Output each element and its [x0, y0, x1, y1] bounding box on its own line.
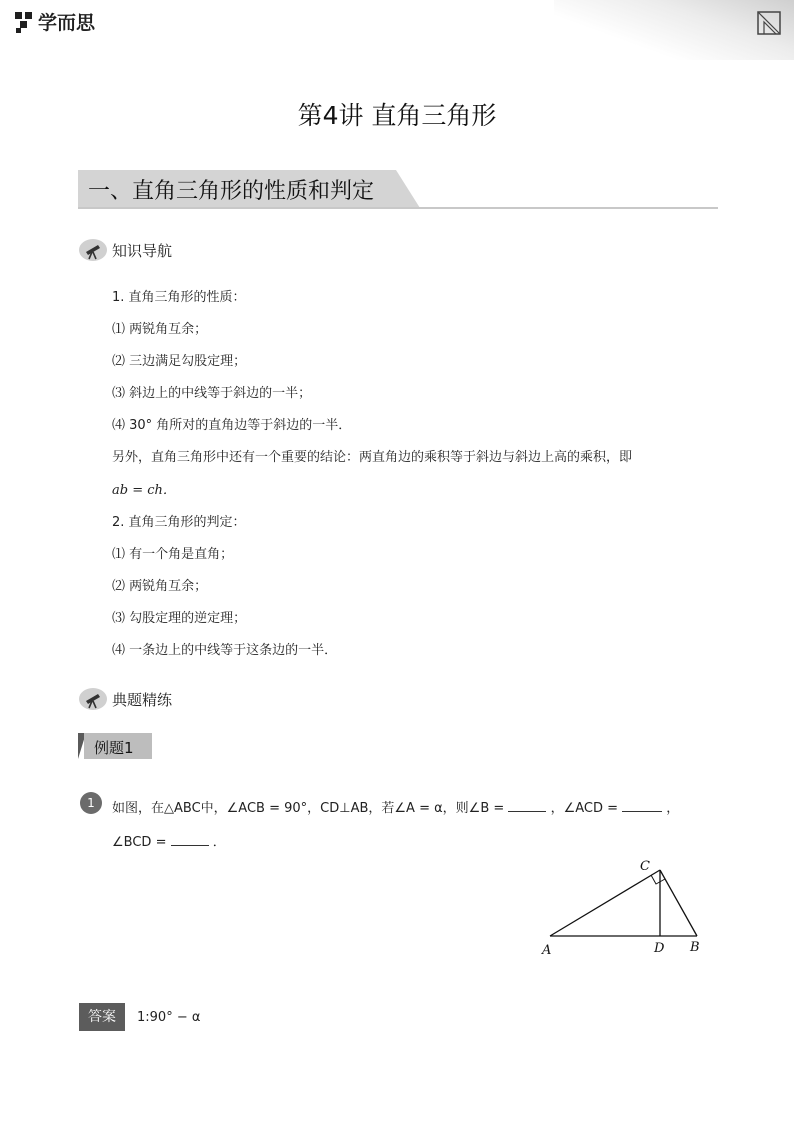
- section-title: 一、直角三角形的性质和判定: [88, 179, 375, 204]
- answer-blank-b[interactable]: [508, 811, 546, 812]
- telescope-icon: [78, 237, 108, 263]
- question-number-badge: 1: [80, 792, 102, 814]
- lecture-title: 第4讲 直角三角形: [297, 101, 497, 130]
- question-line-2: [112, 831, 226, 850]
- answer-blank-acd[interactable]: [622, 811, 662, 812]
- telescope-icon: [78, 686, 108, 712]
- practice-heading: [78, 686, 172, 712]
- knowledge-line: 2. 直角三角形的判定：: [112, 515, 246, 530]
- answer-blank-bcd[interactable]: [171, 845, 209, 846]
- triangle-figure: [530, 850, 720, 960]
- knowledge-formula: ab = ch．: [112, 483, 176, 498]
- label-a: A: [542, 943, 552, 958]
- label-c: C: [640, 859, 650, 874]
- label-b: B: [690, 940, 700, 955]
- example-tag: [78, 733, 152, 759]
- question-text-2: ，∠ACD =: [550, 801, 618, 816]
- section-banner: [78, 170, 718, 210]
- question-text-5: ．: [212, 835, 226, 850]
- knowledge-line: ⑵ 三边满足勾股定理；: [112, 354, 247, 369]
- knowledge-line: ⑴ 有一个角是直角；: [112, 547, 234, 562]
- knowledge-line: ⑷ 30° 角所对的直角边等于斜边的一半．: [112, 418, 352, 433]
- logo-mark-icon: [14, 10, 34, 34]
- knowledge-heading: [78, 237, 172, 263]
- knowledge-line: ⑷ 一条边上的中线等于这条边的一半．: [112, 643, 338, 658]
- question-text-3: ，: [666, 801, 680, 816]
- answer-text: 1:90° − α: [137, 1010, 201, 1025]
- question-text-1: 如图，在△ABC中，∠ACB = 90°，CD⊥AB，若∠A = α，则∠B =: [112, 801, 505, 816]
- knowledge-line: ⑵ 两锐角互余；: [112, 579, 208, 594]
- logo: [14, 8, 95, 35]
- label-d: D: [654, 941, 665, 956]
- logo-text: 学而思: [38, 12, 96, 34]
- knowledge-heading-label: 知识导航: [112, 241, 173, 260]
- ruler-triangle-icon: [756, 10, 782, 36]
- example-label: 例题1: [94, 739, 134, 757]
- knowledge-line: 另外，直角三角形中还有一个重要的结论：两直角边的乘积等于斜边与斜边上高的乘积，即: [112, 450, 633, 465]
- knowledge-line: 1. 直角三角形的性质：: [112, 290, 246, 305]
- question-text-4: ∠BCD =: [112, 835, 167, 850]
- answer-tag: 答案: [79, 1003, 125, 1031]
- segment-ac: [550, 870, 660, 936]
- segment-bc: [660, 870, 697, 936]
- knowledge-line: ⑴ 两锐角互余；: [112, 322, 208, 337]
- question-line-1: [112, 797, 679, 816]
- knowledge-line: ⑶ 勾股定理的逆定理；: [112, 611, 247, 626]
- practice-heading-label: 典题精练: [112, 690, 173, 709]
- knowledge-line: ⑶ 斜边上的中线等于斜边的一半；: [112, 386, 312, 401]
